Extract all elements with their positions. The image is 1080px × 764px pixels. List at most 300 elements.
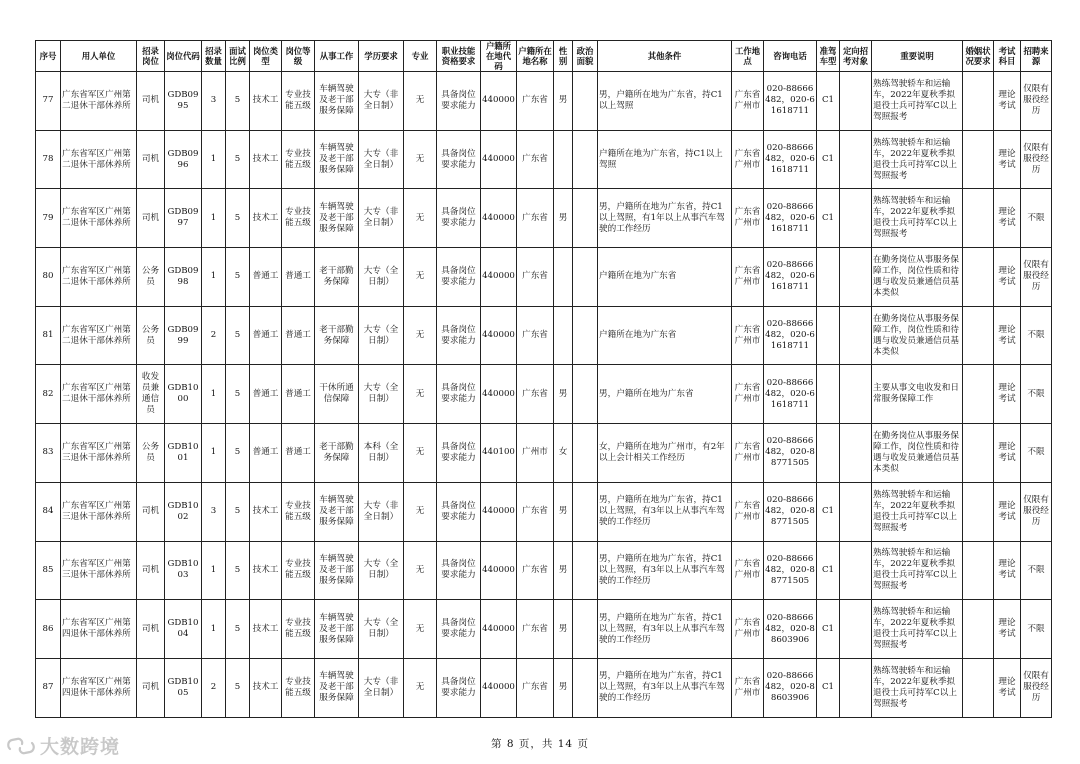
table-cell: 不限: [1021, 424, 1052, 483]
table-cell: 大专（全日制）: [359, 541, 404, 600]
table-cell: 广东省军区广州第二退休干部休养所: [61, 189, 137, 248]
table-cell: 无: [404, 424, 437, 483]
table-cell: 男，户籍所在地为广东省，持C1以上驾照，有3年以上从事汽车驾驶的工作经历: [598, 600, 732, 659]
table-cell: 熟练驾驶轿车和运输车，2022年夏秋季拟退役士兵可持军C以上驾照报考: [872, 658, 963, 717]
table-cell: 广东省广州市: [732, 130, 764, 189]
table-cell: 收发员兼通信员: [137, 365, 165, 424]
table-cell: 车辆驾驶及老干部服务保障: [315, 130, 359, 189]
table-cell: [840, 600, 872, 659]
table-row: [36, 658, 1052, 717]
table-cell: 老干部勤务保障: [315, 248, 359, 307]
table-cell: 大专（非全日制）: [359, 189, 404, 248]
table-cell: 广东省军区广州第二退休干部休养所: [61, 130, 137, 189]
table-cell: [840, 365, 872, 424]
table-cell: 无: [404, 72, 437, 131]
table-cell: 仅限有服役经历: [1021, 482, 1052, 541]
table-cell: 车辆驾驶及老干部服务保障: [315, 541, 359, 600]
table-cell: 不限: [1021, 365, 1052, 424]
header-cell: 咨询电话: [764, 41, 817, 72]
table-cell: 技术工: [250, 600, 282, 659]
table-cell: [963, 482, 994, 541]
table-cell: 广东省军区广州第二退休干部休养所: [61, 72, 137, 131]
table-cell: 无: [404, 658, 437, 717]
table-cell: 5: [226, 248, 250, 307]
table-cell: 无: [404, 306, 437, 365]
table-cell: 理论考试: [994, 189, 1021, 248]
header-cell: 岗位类型: [250, 41, 282, 72]
table-cell: 仅限有服役经历: [1021, 130, 1052, 189]
table-cell: 普通工: [282, 306, 315, 365]
table-cell: 男，户籍所在地为广东省，持C1以上驾照，有3年以上从事汽车驾驶的工作经历: [598, 658, 732, 717]
table-cell: 广东省: [517, 365, 554, 424]
watermark-text: 大数跨境: [40, 736, 121, 758]
table-cell: 技术工: [250, 130, 282, 189]
table-cell: GDB1004: [165, 600, 202, 659]
table-cell: 户籍所在地为广东省: [598, 248, 732, 307]
table-cell: 熟练驾驶轿车和运输车，2022年夏秋季拟退役士兵可持军C以上驾照报考: [872, 482, 963, 541]
table-cell: 老干部勤务保障: [315, 306, 359, 365]
table-cell: 理论考试: [994, 482, 1021, 541]
table-cell: 技术工: [250, 541, 282, 600]
table-cell: C1: [817, 72, 840, 131]
table-cell: [817, 365, 840, 424]
table-cell: [554, 306, 573, 365]
table-cell: 具备岗位要求能力: [437, 306, 481, 365]
table-cell: 无: [404, 365, 437, 424]
table-cell: 不限: [1021, 189, 1052, 248]
table-cell: [963, 306, 994, 365]
table-cell: 男: [554, 658, 573, 717]
table-cell: [573, 658, 598, 717]
table-cell: 440000: [481, 189, 517, 248]
table-cell: 020-88666482，020-88603906: [764, 658, 817, 717]
table-cell: 具备岗位要求能力: [437, 424, 481, 483]
header-cell: 其他条件: [598, 41, 732, 72]
table-cell: 85: [36, 541, 61, 600]
table-cell: 5: [226, 189, 250, 248]
table-cell: 具备岗位要求能力: [437, 600, 481, 659]
table-cell: 1: [202, 189, 226, 248]
header-cell: 招聘来源: [1021, 41, 1052, 72]
table-cell: 81: [36, 306, 61, 365]
table-row: [36, 600, 1052, 659]
table-cell: 户籍所在地为广东省: [598, 306, 732, 365]
table-cell: 大专（非全日制）: [359, 658, 404, 717]
header-cell: 招录岗位: [137, 41, 165, 72]
table-cell: 司机: [137, 130, 165, 189]
table-cell: 不限: [1021, 600, 1052, 659]
table-cell: [840, 541, 872, 600]
table-cell: 440000: [481, 658, 517, 717]
table-cell: 公务员: [137, 306, 165, 365]
table-cell: 020-88666482，020-61618711: [764, 130, 817, 189]
table-cell: [554, 248, 573, 307]
table-cell: 5: [226, 658, 250, 717]
table-cell: 男: [554, 600, 573, 659]
header-cell: 工作地点: [732, 41, 764, 72]
header-cell: 婚姻状况要求: [963, 41, 994, 72]
table-cell: 大专（非全日制）: [359, 130, 404, 189]
table-cell: 专业技能五级: [282, 482, 315, 541]
header-cell: 招录数量: [202, 41, 226, 72]
table-row: [36, 424, 1052, 483]
table-cell: 男，户籍所在地为广东省，持C1以上驾照: [598, 72, 732, 131]
table-cell: 本科（全日制）: [359, 424, 404, 483]
table-cell: 干休所通信保障: [315, 365, 359, 424]
table-cell: 广东省广州市: [732, 658, 764, 717]
header-cell: 学历要求: [359, 41, 404, 72]
table-row: [36, 482, 1052, 541]
recruitment-table: [35, 40, 1052, 718]
table-cell: C1: [817, 130, 840, 189]
table-cell: [554, 130, 573, 189]
table-cell: 广东省广州市: [732, 424, 764, 483]
table-row: [36, 130, 1052, 189]
table-row: [36, 541, 1052, 600]
table-cell: 仅限有服役经历: [1021, 248, 1052, 307]
table-cell: [817, 424, 840, 483]
table-cell: 车辆驾驶及老干部服务保障: [315, 72, 359, 131]
header-cell: 户籍所在地名称: [517, 41, 554, 72]
table-cell: 80: [36, 248, 61, 307]
table-cell: 1: [202, 424, 226, 483]
table-cell: [573, 130, 598, 189]
table-cell: 在勤务岗位从事服务保障工作，岗位性质和待遇与收发员兼通信员基本类似: [872, 424, 963, 483]
table-cell: 83: [36, 424, 61, 483]
table-cell: 女，户籍所在地为广州市，有2年以上会计相关工作经历: [598, 424, 732, 483]
header-cell: 重要说明: [872, 41, 963, 72]
table-cell: 仅限有服役经历: [1021, 72, 1052, 131]
table-cell: 仅限有服役经历: [1021, 658, 1052, 717]
table-cell: [963, 248, 994, 307]
table-cell: 广东省: [517, 658, 554, 717]
table-cell: 男: [554, 189, 573, 248]
table-cell: 司机: [137, 541, 165, 600]
table-cell: 广东省军区广州第三退休干部休养所: [61, 424, 137, 483]
table-cell: 广东省广州市: [732, 189, 764, 248]
table-cell: 大专（全日制）: [359, 306, 404, 365]
table-cell: 专业技能五级: [282, 658, 315, 717]
table-cell: [963, 541, 994, 600]
table-cell: GDB0996: [165, 130, 202, 189]
table-cell: 普通工: [282, 424, 315, 483]
table-cell: 1: [202, 365, 226, 424]
table-cell: [963, 130, 994, 189]
table-header-row: [36, 41, 1052, 72]
table-cell: 熟练驾驶轿车和运输车，2022年夏秋季拟退役士兵可持军C以上驾照报考: [872, 541, 963, 600]
table-cell: 理论考试: [994, 306, 1021, 365]
table-cell: GDB1000: [165, 365, 202, 424]
table-cell: 440000: [481, 130, 517, 189]
table-cell: 广东省: [517, 72, 554, 131]
table-cell: 理论考试: [994, 600, 1021, 659]
table-cell: 440000: [481, 72, 517, 131]
table-cell: 具备岗位要求能力: [437, 72, 481, 131]
table-cell: 具备岗位要求能力: [437, 189, 481, 248]
table-cell: 具备岗位要求能力: [437, 130, 481, 189]
table-cell: 普通工: [250, 248, 282, 307]
table-cell: [963, 72, 994, 131]
table-cell: 020-88666482，020-61618711: [764, 189, 817, 248]
table-row: [36, 72, 1052, 131]
table-cell: 车辆驾驶及老干部服务保障: [315, 189, 359, 248]
table-cell: [840, 306, 872, 365]
table-cell: 广东省广州市: [732, 600, 764, 659]
table-cell: [573, 306, 598, 365]
table-cell: 理论考试: [994, 658, 1021, 717]
table-cell: C1: [817, 600, 840, 659]
table-cell: 技术工: [250, 189, 282, 248]
header-cell: 从事工作: [315, 41, 359, 72]
table-cell: 理论考试: [994, 541, 1021, 600]
table-cell: 020-88666482，020-61618711: [764, 365, 817, 424]
table-cell: GDB0999: [165, 306, 202, 365]
table-cell: 020-88666482，020-61618711: [764, 306, 817, 365]
table-cell: 大专（全日制）: [359, 248, 404, 307]
table-row: [36, 306, 1052, 365]
table-cell: 熟练驾驶轿车和运输车，2022年夏秋季拟退役士兵可持军C以上驾照报考: [872, 600, 963, 659]
table-cell: 司机: [137, 600, 165, 659]
table-cell: 男，户籍所在地为广东省，持C1以上驾照，有3年以上从事汽车驾驶的工作经历: [598, 541, 732, 600]
table-cell: [840, 482, 872, 541]
table-cell: 专业技能五级: [282, 541, 315, 600]
table-cell: 1: [202, 541, 226, 600]
table-cell: 广东省军区广州第二退休干部休养所: [61, 248, 137, 307]
table-row: [36, 365, 1052, 424]
table-cell: 司机: [137, 72, 165, 131]
table-cell: 广东省: [517, 541, 554, 600]
table-cell: 440000: [481, 306, 517, 365]
header-cell: 职业技能资格要求: [437, 41, 481, 72]
table-cell: 440000: [481, 365, 517, 424]
table-cell: 广东省军区广州第四退休干部休养所: [61, 600, 137, 659]
table-cell: 5: [226, 424, 250, 483]
table-cell: 广东省: [517, 600, 554, 659]
table-cell: 440000: [481, 600, 517, 659]
table-cell: 无: [404, 600, 437, 659]
table-cell: GDB1001: [165, 424, 202, 483]
table-cell: [840, 424, 872, 483]
table-cell: 不限: [1021, 541, 1052, 600]
table-cell: 广东省军区广州第三退休干部休养所: [61, 482, 137, 541]
table-cell: 020-88666482，020-88603906: [764, 600, 817, 659]
table-cell: 大专（非全日制）: [359, 72, 404, 131]
table-cell: 技术工: [250, 658, 282, 717]
table-cell: 广东省广州市: [732, 248, 764, 307]
table-cell: 具备岗位要求能力: [437, 365, 481, 424]
table-cell: 普通工: [250, 424, 282, 483]
table-cell: 广东省军区广州第三退休干部休养所: [61, 541, 137, 600]
header-cell: 户籍所在地代码: [481, 41, 517, 72]
table-cell: 普通工: [282, 365, 315, 424]
table-cell: 3: [202, 482, 226, 541]
table-cell: 86: [36, 600, 61, 659]
table-cell: 大专（全日制）: [359, 600, 404, 659]
table-cell: GDB1003: [165, 541, 202, 600]
table-cell: 广东省广州市: [732, 72, 764, 131]
header-cell: 用人单位: [61, 41, 137, 72]
header-cell: 岗位代码: [165, 41, 202, 72]
table-cell: [840, 189, 872, 248]
table-cell: 广东省军区广州第二退休干部休养所: [61, 306, 137, 365]
table-cell: 司机: [137, 189, 165, 248]
table-cell: [817, 248, 840, 307]
table-cell: [573, 189, 598, 248]
table-cell: 具备岗位要求能力: [437, 248, 481, 307]
table-cell: 440000: [481, 541, 517, 600]
table-cell: 广东省军区广州第四退休干部休养所: [61, 658, 137, 717]
table-cell: 熟练驾驶轿车和运输车，2022年夏秋季拟退役士兵可持军C以上驾照报考: [872, 189, 963, 248]
header-cell: 岗位等级: [282, 41, 315, 72]
table-cell: 在勤务岗位从事服务保障工作，岗位性质和待遇与收发员兼通信员基本类似: [872, 306, 963, 365]
table-cell: 技术工: [250, 72, 282, 131]
table-cell: 020-88666482，020-61618711: [764, 72, 817, 131]
table-cell: 78: [36, 130, 61, 189]
table-cell: 广东省军区广州第二退休干部休养所: [61, 365, 137, 424]
table-cell: [963, 365, 994, 424]
table-cell: 无: [404, 482, 437, 541]
table-cell: GDB1002: [165, 482, 202, 541]
table-cell: 理论考试: [994, 424, 1021, 483]
table-cell: 2: [202, 658, 226, 717]
table-row: [36, 248, 1052, 307]
table-cell: C1: [817, 658, 840, 717]
table-cell: [963, 189, 994, 248]
header-cell: 准驾车型: [817, 41, 840, 72]
table-cell: 主要从事文电收发和日常服务保障工作: [872, 365, 963, 424]
table-cell: [573, 482, 598, 541]
table-cell: C1: [817, 189, 840, 248]
table-cell: GDB1005: [165, 658, 202, 717]
table-cell: 在勤务岗位从事服务保障工作，岗位性质和待遇与收发员兼通信员基本类似: [872, 248, 963, 307]
table-cell: 具备岗位要求能力: [437, 482, 481, 541]
table-cell: 公务员: [137, 248, 165, 307]
table-cell: 广东省广州市: [732, 541, 764, 600]
table-cell: [840, 130, 872, 189]
table-cell: 理论考试: [994, 365, 1021, 424]
table-cell: 无: [404, 130, 437, 189]
table-cell: 广东省: [517, 248, 554, 307]
table-cell: 5: [226, 482, 250, 541]
table-cell: 440100: [481, 424, 517, 483]
table-cell: 司机: [137, 658, 165, 717]
table-cell: C1: [817, 482, 840, 541]
table-cell: 广东省广州市: [732, 482, 764, 541]
table-cell: [817, 306, 840, 365]
watermark: [6, 732, 120, 759]
chain-link-icon: [6, 735, 36, 757]
table-cell: 5: [226, 600, 250, 659]
table-cell: 男，户籍所在地为广东省，持C1以上驾照，有1年以上从事汽车驾驶的工作经历: [598, 189, 732, 248]
table-cell: 技术工: [250, 482, 282, 541]
table-cell: 79: [36, 189, 61, 248]
table-cell: 020-88666482，020-88771505: [764, 424, 817, 483]
table-body: [36, 72, 1052, 718]
table-cell: 普通工: [282, 248, 315, 307]
table-cell: 男，户籍所在地为广东省，持C1以上驾照，有3年以上从事汽车驾驶的工作经历: [598, 482, 732, 541]
table-cell: 1: [202, 600, 226, 659]
table-cell: [963, 600, 994, 659]
table-cell: 020-88666482，020-88771505: [764, 541, 817, 600]
table-cell: [840, 72, 872, 131]
header-cell: 性别: [554, 41, 573, 72]
header-cell: 序号: [36, 41, 61, 72]
table-cell: 男，户籍所在地为广东省: [598, 365, 732, 424]
table-cell: 5: [226, 306, 250, 365]
table-cell: 77: [36, 72, 61, 131]
table-cell: 无: [404, 189, 437, 248]
table-cell: [963, 424, 994, 483]
table-cell: 车辆驾驶及老干部服务保障: [315, 658, 359, 717]
table-cell: 大专（全日制）: [359, 365, 404, 424]
table-cell: 男: [554, 72, 573, 131]
table-cell: 020-88666482，020-88771505: [764, 482, 817, 541]
table-cell: 无: [404, 541, 437, 600]
table-cell: 1: [202, 130, 226, 189]
table-cell: 男: [554, 541, 573, 600]
table-cell: [840, 658, 872, 717]
table-cell: [963, 658, 994, 717]
table-cell: [840, 248, 872, 307]
table-cell: 广州市: [517, 424, 554, 483]
table-cell: 老干部勤务保障: [315, 424, 359, 483]
table-cell: 理论考试: [994, 130, 1021, 189]
table-cell: [573, 424, 598, 483]
table-cell: 公务员: [137, 424, 165, 483]
table-cell: [573, 248, 598, 307]
page-number: 第 8 页，共 14 页: [491, 738, 589, 750]
table-cell: 5: [226, 365, 250, 424]
table-cell: 5: [226, 130, 250, 189]
table-cell: [573, 365, 598, 424]
header-cell: 面试比例: [226, 41, 250, 72]
header-cell: 考试科目: [994, 41, 1021, 72]
table-cell: 熟练驾驶轿车和运输车，2022年夏秋季拟退役士兵可持军C以上驾照报考: [872, 72, 963, 131]
table-cell: [573, 541, 598, 600]
table-cell: 男: [554, 482, 573, 541]
header-cell: 专业: [404, 41, 437, 72]
table-cell: 5: [226, 541, 250, 600]
table-cell: [573, 600, 598, 659]
table-cell: 广东省广州市: [732, 365, 764, 424]
table-cell: 车辆驾驶及老干部服务保障: [315, 600, 359, 659]
table-cell: 户籍所在地为广东省，持C1以上驾照: [598, 130, 732, 189]
table-cell: 3: [202, 72, 226, 131]
table-cell: 020-88666482，020-61618711: [764, 248, 817, 307]
table-cell: [573, 72, 598, 131]
table-cell: GDB0995: [165, 72, 202, 131]
table-cell: 专业技能五级: [282, 189, 315, 248]
table-cell: 大专（非全日制）: [359, 482, 404, 541]
table-cell: 理论考试: [994, 72, 1021, 131]
table-cell: 专业技能五级: [282, 130, 315, 189]
table-cell: 男: [554, 365, 573, 424]
header-cell: 定向招考对象: [840, 41, 872, 72]
table-cell: 广东省: [517, 306, 554, 365]
table-cell: 广东省: [517, 130, 554, 189]
table-cell: 普通工: [250, 306, 282, 365]
table-cell: 具备岗位要求能力: [437, 658, 481, 717]
table-cell: 女: [554, 424, 573, 483]
table-cell: 广东省: [517, 189, 554, 248]
table-cell: 专业技能五级: [282, 600, 315, 659]
table-row: [36, 189, 1052, 248]
table-cell: 具备岗位要求能力: [437, 541, 481, 600]
table-cell: 普通工: [250, 365, 282, 424]
table-cell: 广东省广州市: [732, 306, 764, 365]
table-cell: 87: [36, 658, 61, 717]
table-cell: 5: [226, 72, 250, 131]
